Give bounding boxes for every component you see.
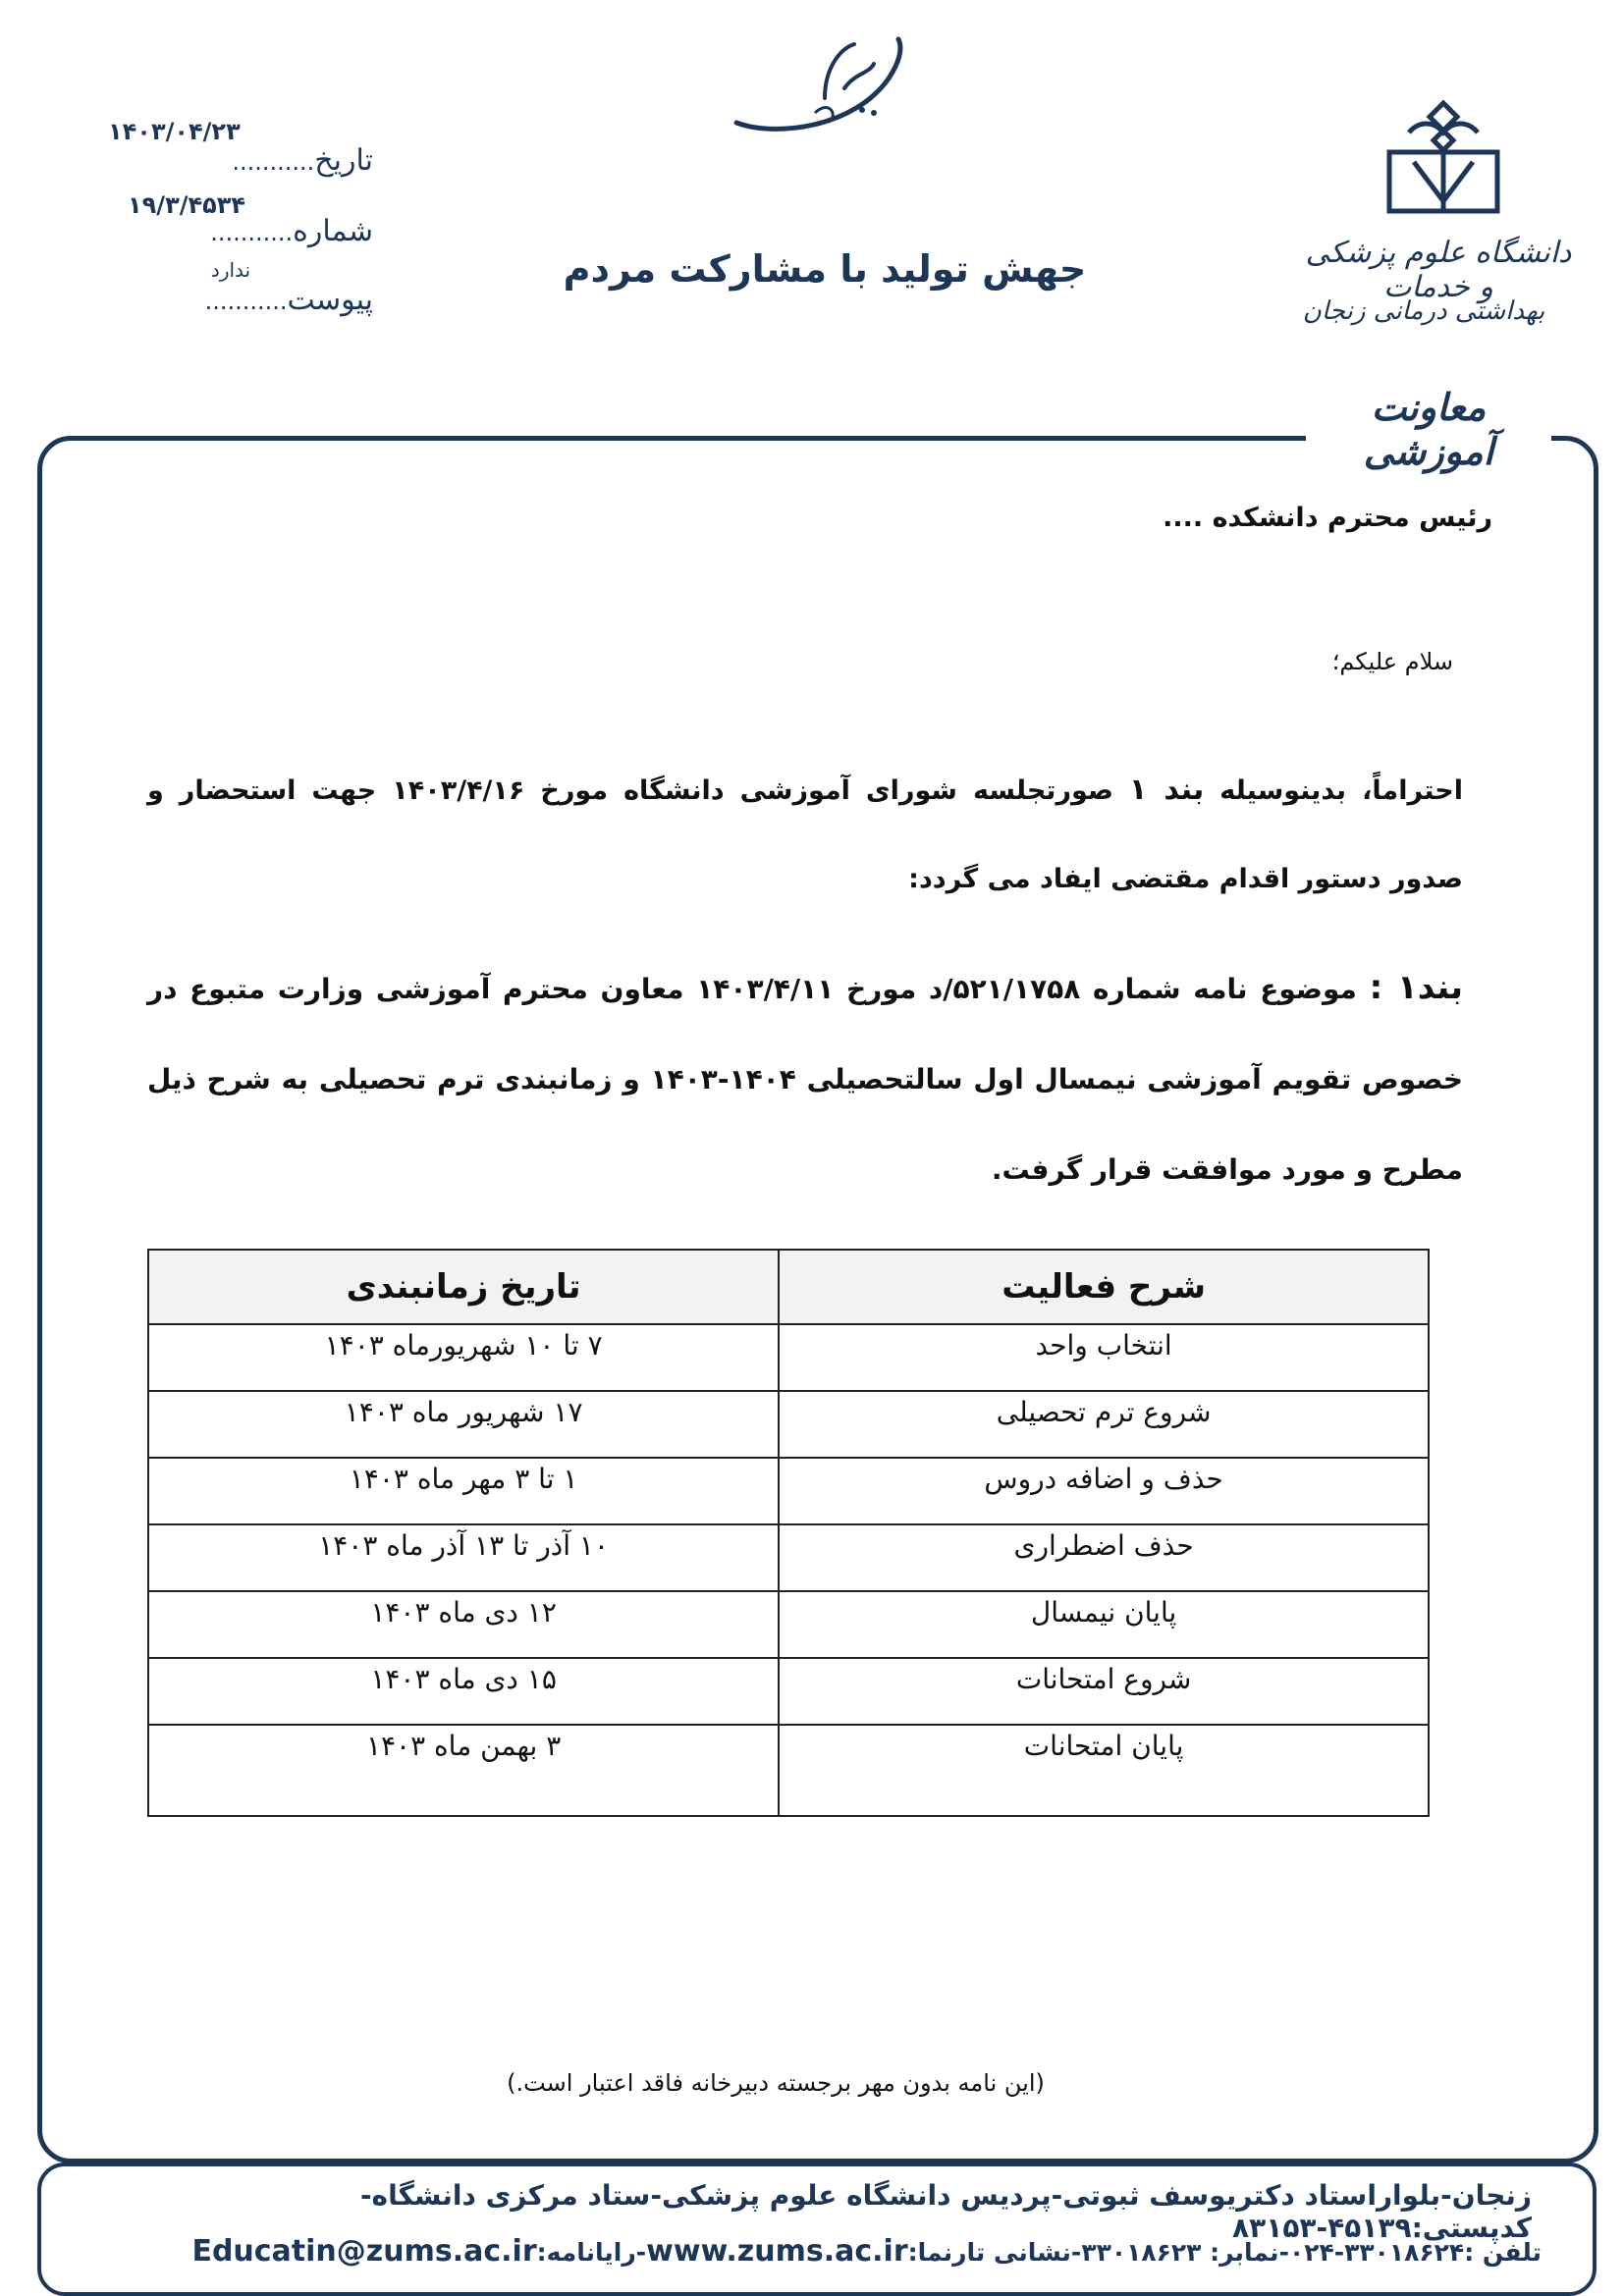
paragraph-intro — [147, 746, 1463, 924]
number-row — [147, 214, 373, 248]
slogan: جهش تولید با مشارکت مردم — [563, 247, 1087, 291]
number-value: ۱۹/۳/۴۵۳۴ — [128, 191, 246, 219]
table-row — [148, 1658, 1429, 1725]
university-name-line1: دانشگاه علوم پزشکی و خدمات — [1305, 236, 1572, 304]
footer-contact — [79, 2234, 1542, 2269]
header-date: تاریخ زمانبندی — [148, 1250, 779, 1324]
greeting: سلام علیکم؛ — [1331, 648, 1453, 675]
paragraph-intro-part2: صورتجلسه شورای آموزشی دانشگاه مورخ ۱۴۰۳/۴/۱۶ جهت استحضار و صدور دستور اقدام مقتضی ایفاد می گردد: — [147, 775, 1463, 894]
activity-cell: پایان نیمسال — [779, 1591, 1429, 1658]
date-cell: ۱۷ شهریور ماه ۱۴۰۳ — [148, 1391, 779, 1458]
validity-note: (این نامه بدون مهر برجسته دبیرخانه فاقد اعتبار است.) — [507, 2069, 1045, 2097]
activity-cell: شروع امتحانات — [779, 1658, 1429, 1725]
activity-cell: حذف اضطراری — [779, 1524, 1429, 1591]
date-row — [147, 143, 373, 178]
attachment-row — [137, 283, 373, 317]
clause-text: موضوع نامه شماره ۵۲۱/۱۷۵۸/د مورخ ۱۴۰۳/۴/۱۱ معاون محترم آموزشی وزارت متبوع در خصوص تقویم آموزشی نیمسال اول سالتحصیلی ۱۴۰۴-۱۴۰۳ و زمانبندی ترم تحصیلی به شرح ذیل مطرح و مورد موافقت قرار گرفت. — [147, 973, 1463, 1186]
activity-cell: انتخاب واحد — [779, 1324, 1429, 1391]
footer-phone: تلفن :۳۳۰۱۸۶۲۴-۰۲۴-نمابر: ۳۳۰۱۸۶۲۳-نشانی تارنما: — [907, 2238, 1542, 2267]
date-value: ۱۴۰۳/۰۴/۲۳ — [108, 118, 241, 145]
number-label: شماره — [293, 214, 373, 248]
date-cell: ۳ بهمن ماه ۱۴۰۳ — [148, 1725, 779, 1816]
paragraph-intro-bold: بند ۱ — [1129, 773, 1205, 807]
table-header-row — [148, 1250, 1429, 1324]
table-row — [148, 1458, 1429, 1524]
number-dots: ........... — [210, 219, 294, 246]
table-row — [148, 1524, 1429, 1591]
date-label: تاریخ — [314, 143, 373, 178]
activity-cell: پایان امتحانات — [779, 1725, 1429, 1816]
table-row — [148, 1725, 1429, 1816]
header-activity: شرح فعالیت — [779, 1250, 1429, 1324]
schedule-table — [147, 1249, 1430, 1817]
activity-cell: شروع ترم تحصیلی — [779, 1391, 1429, 1458]
attachment-label: پیوست — [287, 283, 373, 317]
date-cell: ۱ تا ۳ مهر ماه ۱۴۰۳ — [148, 1458, 779, 1524]
date-dots: ........... — [232, 148, 315, 176]
date-cell: ۱۲ دی ماه ۱۴۰۳ — [148, 1591, 779, 1658]
date-cell: ۱۰ آذر تا ۱۳ آذر ماه ۱۴۰۳ — [148, 1524, 779, 1591]
department-title: معاونت آموزشی — [1306, 385, 1551, 473]
invocation-calligraphy — [707, 20, 923, 137]
paragraph-intro-part1: احتراماً، بدینوسیله — [1204, 775, 1463, 806]
attachment-dots: ........... — [204, 288, 288, 315]
table-row — [148, 1391, 1429, 1458]
university-name-line2: بهداشتی درمانی زنجان — [1302, 296, 1545, 326]
table-row — [148, 1591, 1429, 1658]
footer-address: زنجان-بلواراستاد دکتریوسف ثبوتی-پردیس دانشگاه علوم پزشکی-ستاد مرکزی دانشگاه-کدپستی:۴۵۱۳۹-۸۳۱۵۳ — [359, 2179, 1532, 2244]
footer-email-label: -رایانامه: — [536, 2238, 647, 2267]
date-cell: ۱۵ دی ماه ۱۴۰۳ — [148, 1658, 779, 1725]
salutation: رئیس محترم دانشکده .... — [1163, 503, 1492, 533]
footer-website-link[interactable]: www.zums.ac.ir — [646, 2234, 908, 2269]
activity-cell: حذف و اضافه دروس — [779, 1458, 1429, 1524]
footer-email-link[interactable]: Educatin@zums.ac.ir — [191, 2234, 537, 2269]
date-cell: ۷ تا ۱۰ شهریورماه ۱۴۰۳ — [148, 1324, 779, 1391]
attachment-value: ندارد — [210, 258, 251, 282]
paragraph-clause — [147, 942, 1463, 1215]
clause-label: بند۱ : — [1369, 968, 1464, 1007]
table-row — [148, 1324, 1429, 1391]
university-logo-icon — [1375, 98, 1512, 216]
